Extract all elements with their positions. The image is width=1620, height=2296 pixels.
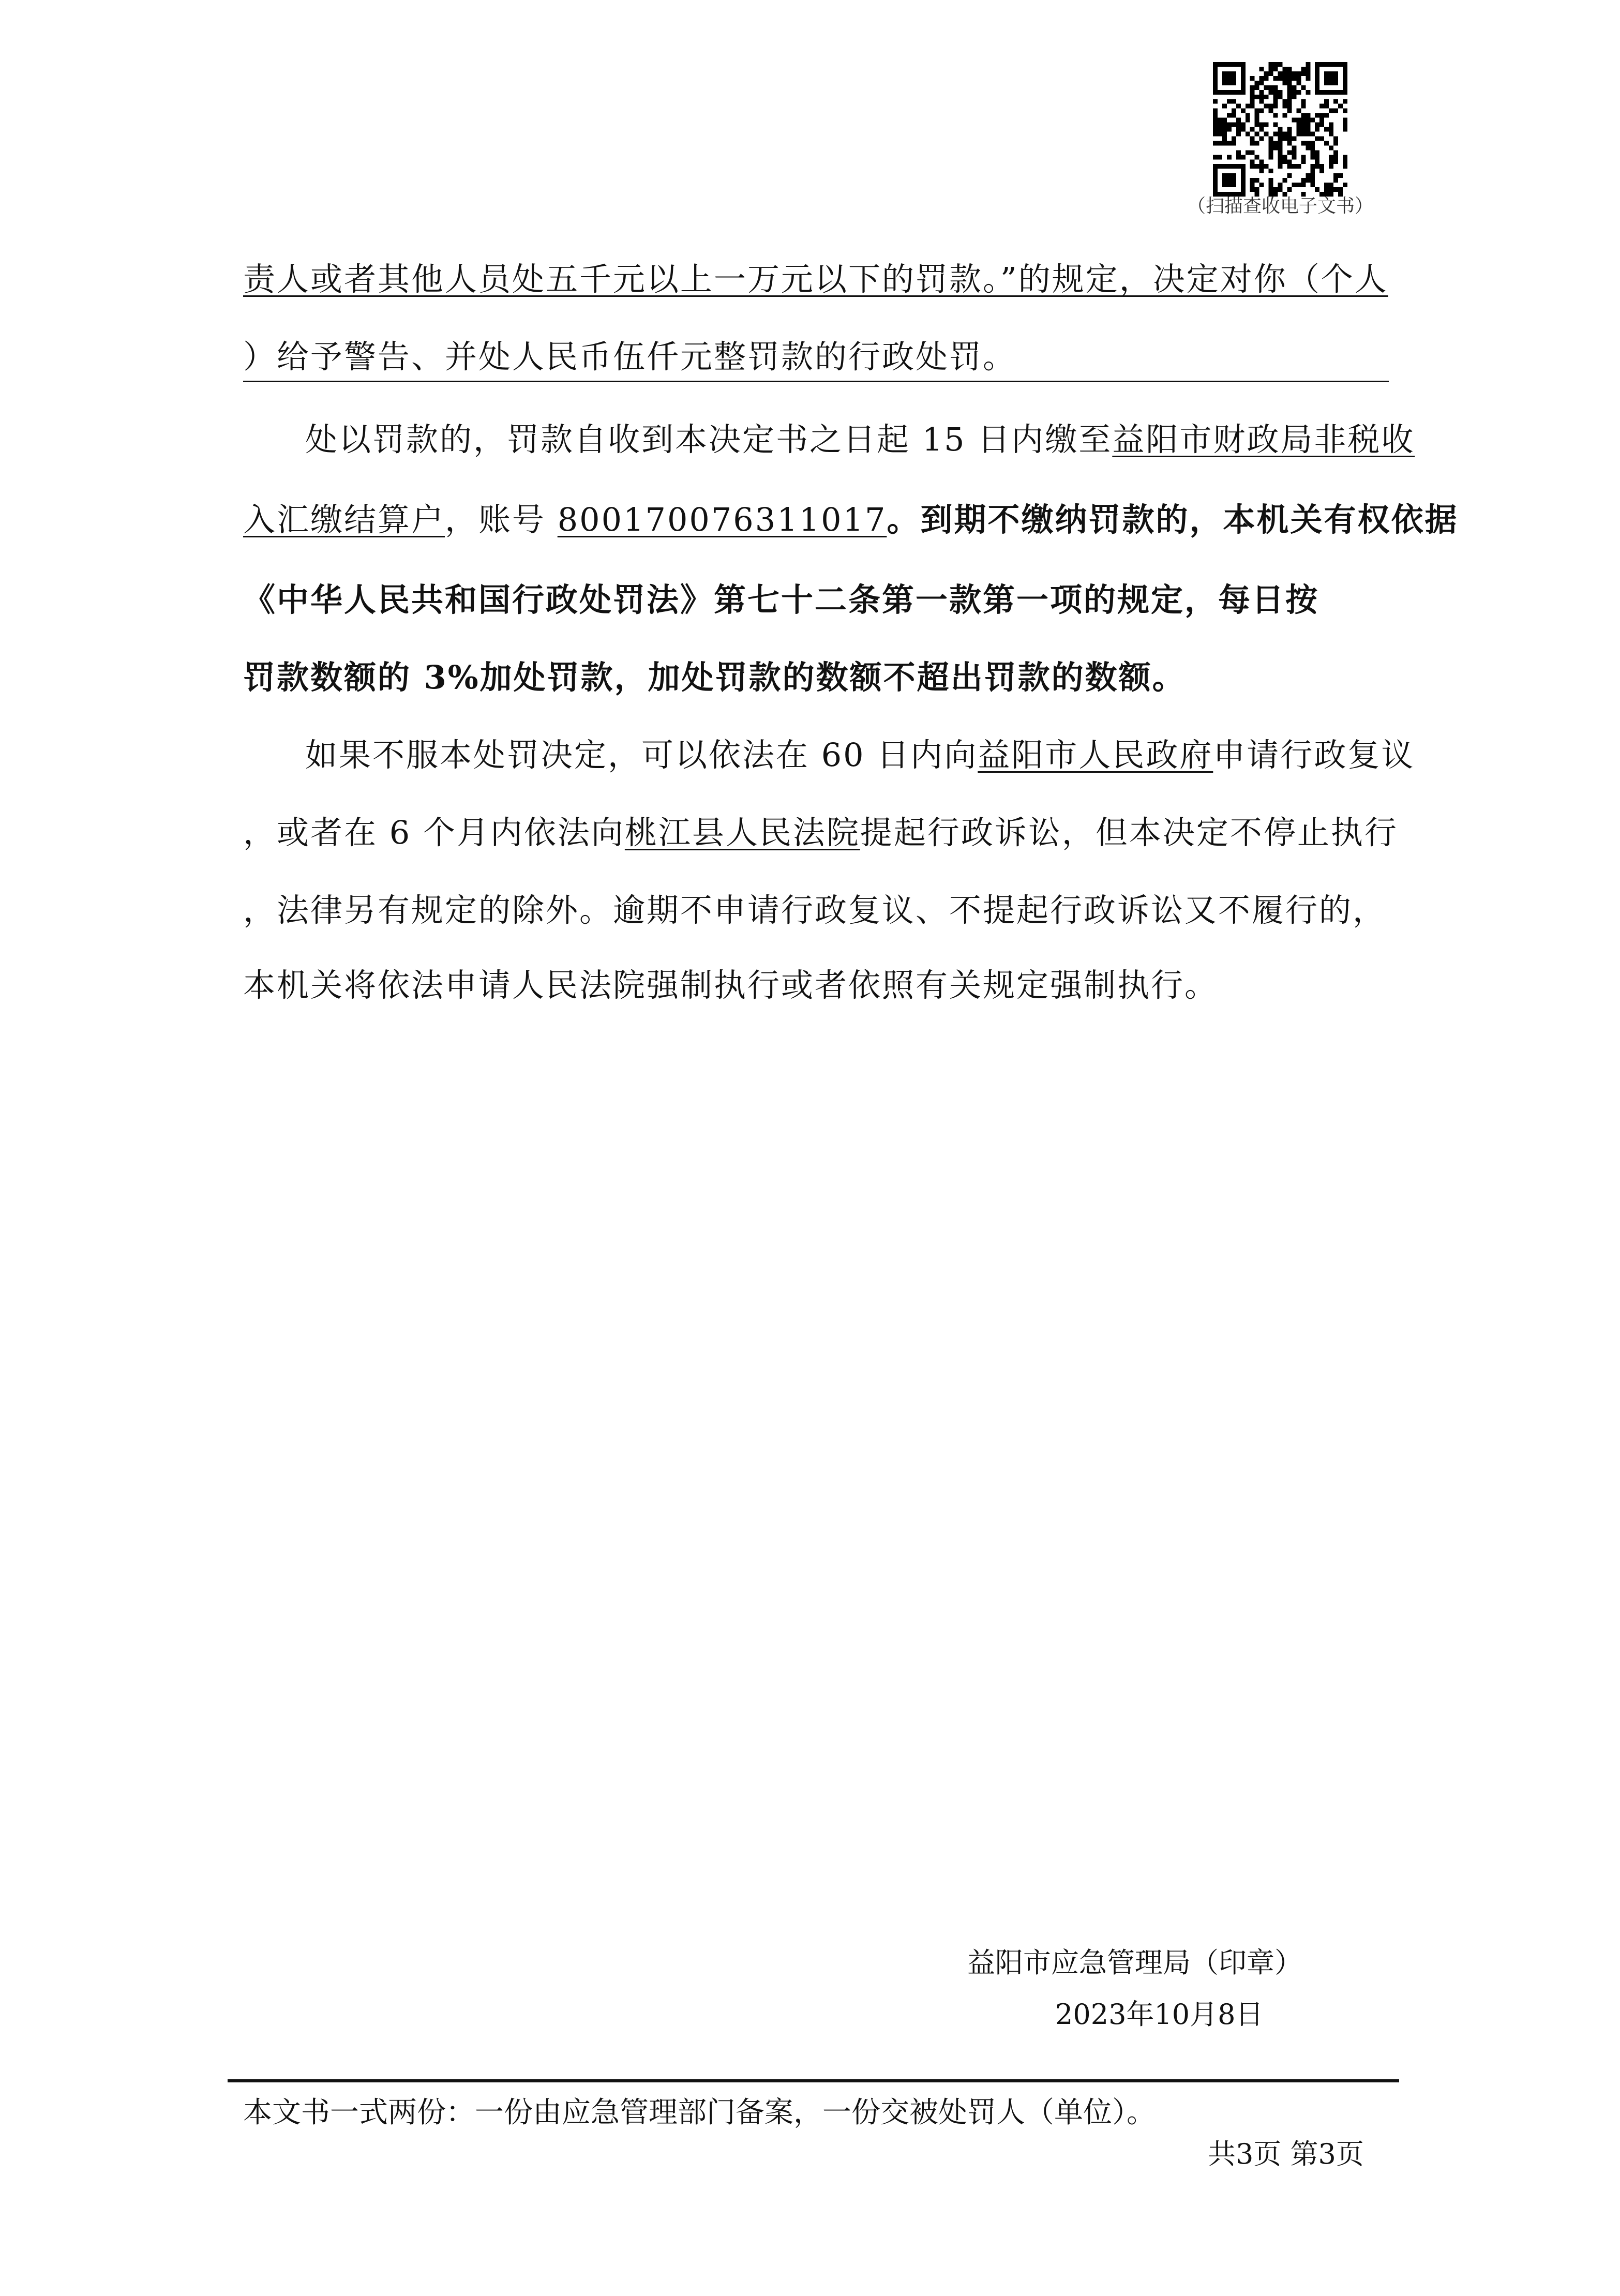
appeal-text-2: 申请行政复议 (1213, 736, 1415, 774)
payment-text: 处以罚款的，罚款自收到本决定书之日起 15 日内缴至 (305, 421, 1113, 458)
footer-divider (228, 2079, 1399, 2082)
paragraph-2-line-2 (243, 499, 1458, 541)
paragraph-3-line-1 (305, 734, 1415, 776)
page-number: 共3页 第3页 (1208, 2138, 1364, 2170)
payee-account-name: 益阳市财政局非税收 (1112, 421, 1415, 458)
qr-code-icon (1213, 62, 1347, 197)
account-number: 800170076311017 (557, 501, 887, 538)
qr-caption: （扫描查收电子文书） (1187, 196, 1373, 217)
litigation-text-2: 提起行政诉讼，但本决定不停止执行 (860, 814, 1398, 851)
fill-in-underline (243, 381, 1389, 382)
payee-account-name-cont: 入汇缴结算户 (243, 501, 445, 538)
paragraph-3-line-4: 本机关将依法申请人民法院强制执行或者依照有关规定强制执行。 (243, 966, 1219, 1004)
late-penalty-text: 。到期不缴纳罚款的，本机关有权依据 (887, 501, 1459, 538)
litigation-text: ，或者在 6 个月内依法向 (243, 814, 625, 851)
late-penalty-text-2: 罚款数额的 (243, 658, 424, 696)
review-authority: 益阳市人民政府 (978, 736, 1213, 774)
paragraph-2-line-1 (305, 419, 1415, 460)
appeal-text: 如果不服本处罚决定，可以依法在 60 日内向 (305, 736, 978, 774)
late-penalty-text-3: 加处罚款，加处罚款的数额不超出罚款的数额。 (479, 658, 1186, 696)
paragraph-1-line-1 (243, 259, 1388, 300)
decision-text-line-1: 责人或者其他人员处五千元以上一万元以下的罚款。”的规定，决定对你（个人 (243, 260, 1388, 298)
paragraph-2-line-4 (243, 657, 1186, 698)
penalty-rate: 3% (424, 658, 480, 696)
paragraph-2-line-3: 《中华人民共和国行政处罚法》第七十二条第一款第一项的规定，每日按 (243, 581, 1319, 619)
decision-text-line-2: ）给予警告、并处人民币伍仟元整罚款的行政处罚。 (243, 338, 1017, 376)
paragraph-3-line-3: ，法律另有规定的除外。逾期不申请行政复议、不提起行政诉讼又不履行的， (243, 891, 1387, 929)
footer-note: 本文书一式两份：一份由应急管理部门备案，一份交被处罚人（单位）。 (243, 2096, 1156, 2129)
issuing-authority: 益阳市应急管理局（印章） (967, 1946, 1302, 1979)
qr-code (1213, 62, 1347, 197)
paragraph-3-line-2 (243, 812, 1398, 853)
issue-date: 2023年10月8日 (1055, 1998, 1264, 2031)
court-name: 桃江县人民法院 (624, 814, 860, 851)
account-label: ，账号 (445, 501, 558, 538)
paragraph-1-line-2 (243, 336, 1016, 378)
